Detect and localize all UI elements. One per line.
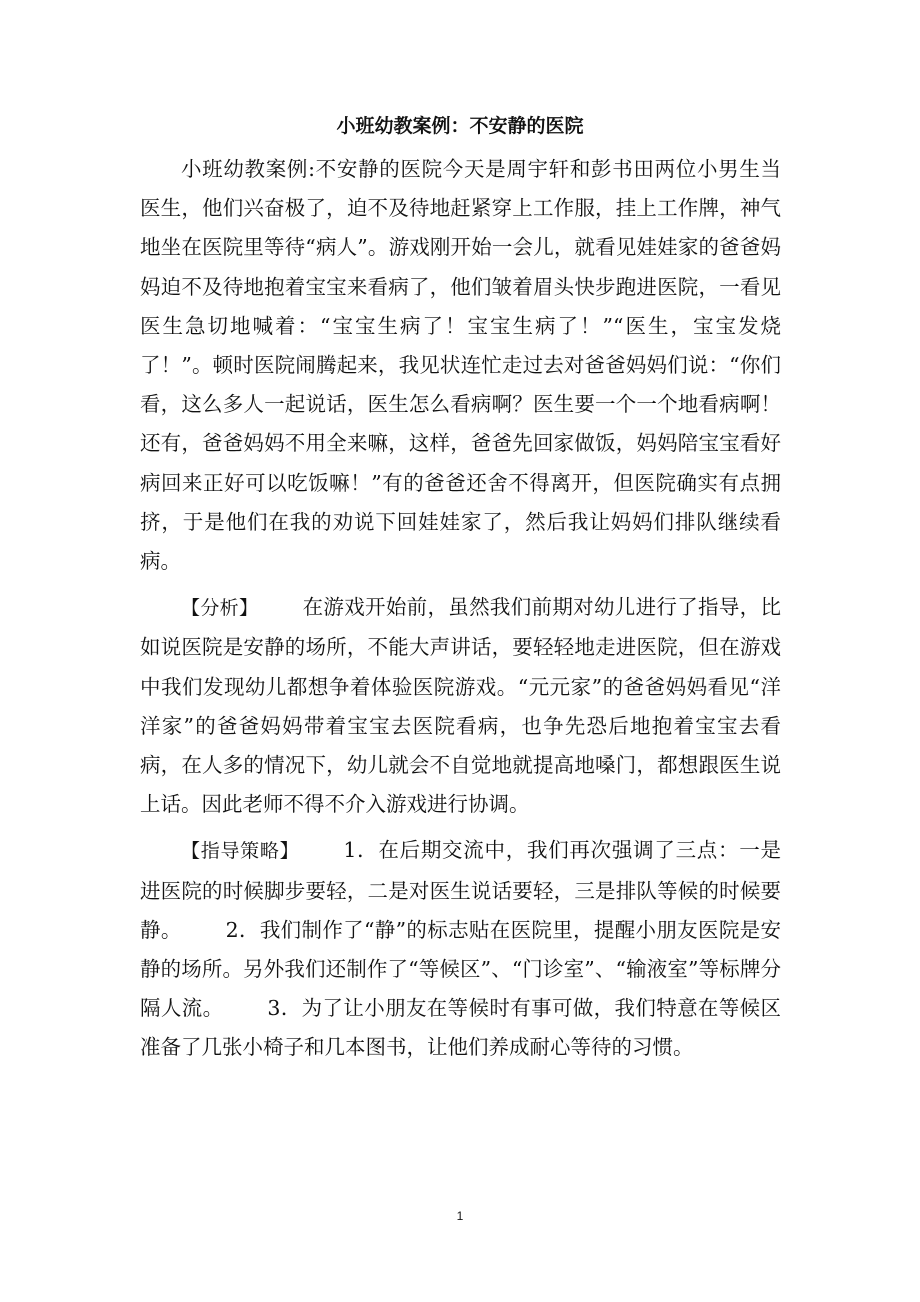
analysis-text: 在游戏开始前，虽然我们前期对幼儿进行了指导，比如说医院是安静的场所，不能大声讲话，要轻轻地走进医院，但在游戏中我们发现幼儿都想争着体验医院游戏。“元元家”的爸爸妈妈看见“洋洋家”的爸爸妈妈带着宝宝去医院看病，也争先恐后地抱着宝宝去看病，在人多的情况下，幼儿就会不自觉地就提高地嗓门，都想跟医生说上话。因此老师不得不介入游戏进行协调。 bbox=[140, 595, 781, 817]
strategy-label: 【指导策略】 bbox=[181, 840, 300, 863]
analysis-paragraph bbox=[140, 588, 781, 824]
analysis-label: 【分析】 bbox=[181, 597, 259, 620]
document-body bbox=[140, 150, 781, 1068]
strategy-item-3: 3．为了让小朋友在等候时有事可做，我们特意在等候区准备了几张小椅子和几本图书，让他们养成耐心等待的习惯。 bbox=[140, 996, 781, 1060]
page-number: 1 bbox=[456, 1209, 464, 1223]
strategy-item-1: 1．在后期交流中，我们再次强调了三点：一是进医院的时候脚步要轻，二是对医生说话要轻，三是排队等候的时候要静。 bbox=[140, 838, 781, 942]
case-description-paragraph: 小班幼教案例:不安静的医院今天是周宇轩和彭书田两位小男生当医生，他们兴奋极了，迫不及待地赶紧穿上工作服，挂上工作牌，神气地坐在医院里等待“病人”。游戏刚开始一会儿，就看见娃娃家的爸爸妈妈迫不及待地抱着宝宝来看病了，他们皱着眉头快步跑进医院，一看见医生急切地喊着：“宝宝生病了！宝宝生病了！”“医生，宝宝发烧了！”。顿时医院闹腾起来，我见状连忙走过去对爸爸妈妈们说：“你们看，这么多人一起说话，医生怎么看病啊？医生要一个一个地看病啊！还有，爸爸妈妈不用全来嘛，这样，爸爸先回家做饭，妈妈陪宝宝看好病回来正好可以吃饭嘛！”有的爸爸还舍不得离开，但医院确实有点拥挤，于是他们在我的劝说下回娃娃家了，然后我让妈妈们排队继续看病。 bbox=[140, 157, 781, 574]
strategy-paragraph bbox=[140, 831, 781, 1067]
strategy-item-2: 2．我们制作了“静”的标志贴在医院里，提醒小朋友医院是安静的场所。另外我们还制作了“等候区”、“门诊室”、“输液室”等标牌分隔人流。 bbox=[140, 917, 781, 1021]
document-title: 小班幼教案例：不安静的医院 bbox=[336, 115, 584, 137]
